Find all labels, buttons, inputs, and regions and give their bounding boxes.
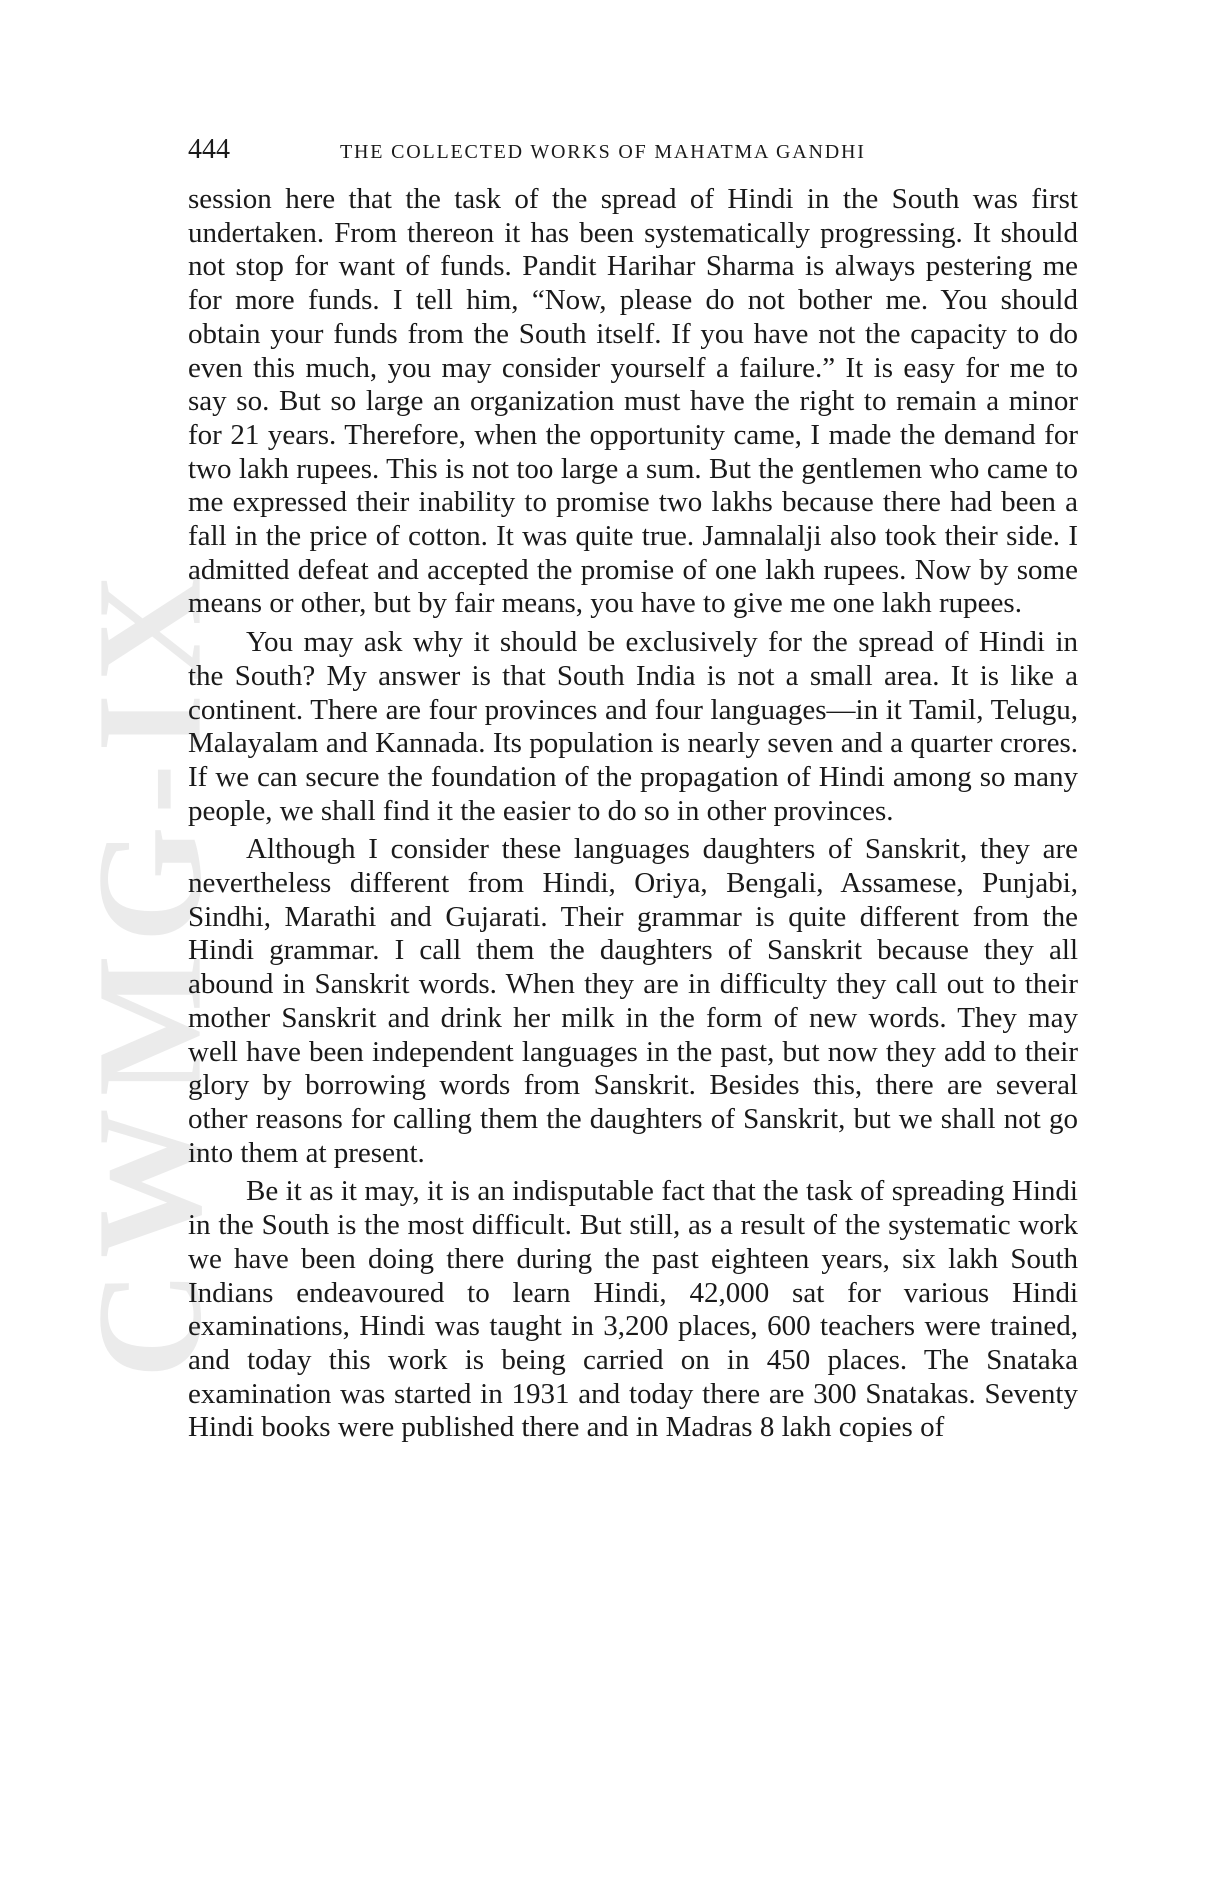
paragraph-2: You may ask why it should be exclusively for the spread of Hindi in the South? My answer is that South India is not a small area. It is like a continent. There are four provinces and four languages—in it Tamil, Telugu, Malayalam and Kannada. Its population is nearly seven and a quarter crores. If we can secure the foundation of the propagation of Hindi among so many people, we shall find it the easier to do so in other provinces. bbox=[188, 626, 1078, 827]
paragraph-4: Be it as it may, it is an indisputable fact that the task of spreading Hindi in the South is the most difficult. But still, as a result of the systematic work we have been doing there during the past eighteen years, six lakh South Indians endeavoured to learn Hindi, 42,000 sat for various Hindi examinations, Hindi was taught in 3,200 places, 600 teachers were trained, and today this work is being carried on in 450 places. The Snataka examination was started in 1931 and today there are 300 Snatakas. Seventy Hindi books were published there and in Madras 8 lakh copies of bbox=[188, 1175, 1078, 1444]
paragraph-1: session here that the task of the spread of Hindi in the South was first undertaken. From thereon it has been systematically progressing. It should not stop for want of funds. Pandit Harihar Sharma is always pestering me for more funds. I tell him, “Now, please do not bother me. You should obtain your funds from the South itself. If you have not the capacity to do even this much, you may consider yourself a failure.” It is easy for me to say so. But so large an organization must have the right to remain a minor for 21 years. Therefore, when the opportunity came, I made the demand for two lakh rupees. This is not too large a sum. But the gentlemen who came to me expressed their inability to promise two lakhs because there had been a fall in the price of cotton. It was quite true. Jamnalalji also took their side. I admitted defeat and accepted the promise of one lakh rupees. Now by some means or other, but by fair means, you have to give me one lakh rupees. bbox=[188, 183, 1078, 620]
watermark-text: CWMG-IX bbox=[67, 561, 234, 1379]
body-text bbox=[188, 183, 1078, 1445]
page-number: 444 bbox=[188, 134, 230, 165]
paragraph-3: Although I consider these languages daughters of Sanskrit, they are nevertheless different from Hindi, Oriya, Bengali, Assamese, Punjabi, Sindhi, Marathi and Gujarati. Their grammar is quite different from the Hindi grammar. I call them the daughters of Sanskrit because they all abound in Sanskrit words. When they are in difficulty they call out to their mother Sanskrit and drink her milk in the form of new words. They may well have been independent languages in the past, but now they add to their glory by borrowing words from Sanskrit. Besides this, there are several other reasons for calling them the daughters of Sanskrit, but we shall not go into them at present. bbox=[188, 833, 1078, 1169]
running-title: THE COLLECTED WORKS OF MAHATMA GANDHI bbox=[340, 141, 866, 163]
page-header bbox=[188, 130, 1078, 170]
